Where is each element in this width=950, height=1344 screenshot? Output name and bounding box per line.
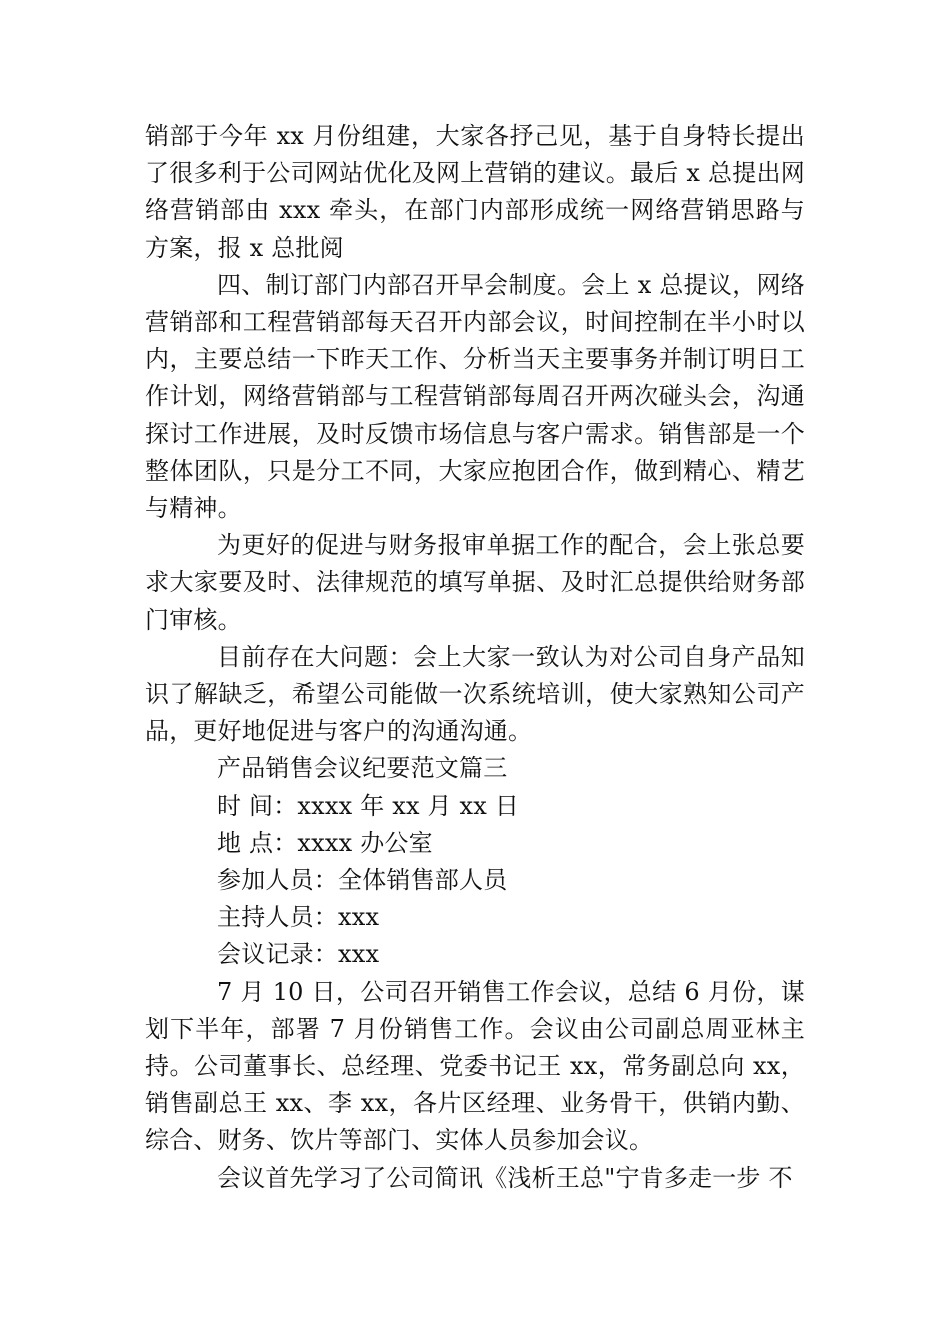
paragraph: 会议首先学习了公司简讯《浅析王总"宁肯多走一步 不 <box>217 1163 793 1192</box>
document-body <box>145 118 805 1197</box>
paragraph: 目前存在大问题：会上大家一致认为对公司自身产品知识了解缺乏，希望公司能做一次系统培训，使大家熟知公司产品，更好地促进与客户的沟通沟通。 <box>145 642 805 746</box>
meeting-time: 时 间：xxxx 年 xx 月 xx 日 <box>217 791 520 820</box>
meeting-host: 主持人员：xxx <box>217 903 380 932</box>
paragraph: 四、制订部门内部召开早会制度。会上 x 总提议，网络营销部和工程营销部每天召开内部会议，时间控制在半小时以内，主要总结一下昨天工作、分析当天主要事务并制订明日工作计划，网络营销部与工程营销部每周召开两次碰头会，沟通探讨工作进展，及时反馈市场信息与客户需求。销售部是一个整体团队，只是分工不同，大家应抱团合作，做到精心、精艺与精神。 <box>145 270 805 523</box>
meeting-location: 地 点：xxxx 办公室 <box>217 828 433 857</box>
meeting-recorder: 会议记录：xxx <box>217 940 380 969</box>
paragraph: 7 月 10 日，公司召开销售工作会议，总结 6 月份，谋划下半年，部署 7 月份销售工作。会议由公司副总周亚林主持。公司董事长、总经理、党委书记王 xx，常务副总向 xx，销售副总王 xx、李 xx，各片区经理、业务骨干，供销内勤、综合、财务、饮片等部门、实体人员参加会议。 <box>145 977 805 1155</box>
paragraph: 销部于今年 xx 月份组建，大家各抒己见，基于自身特长提出了很多利于公司网站优化及网上营销的建议。最后 x 总提出网络营销部由 xxx 牵头，在部门内部形成统一网络营销思路与方案，报 x 总批阅 <box>145 122 805 262</box>
meeting-attendees: 参加人员：全体销售部人员 <box>217 866 508 895</box>
section-heading: 产品销售会议纪要范文篇三 <box>217 754 508 783</box>
paragraph: 为更好的促进与财务报审单据工作的配合，会上张总要求大家要及时、法律规范的填写单据、及时汇总提供给财务部门审核。 <box>145 531 805 634</box>
